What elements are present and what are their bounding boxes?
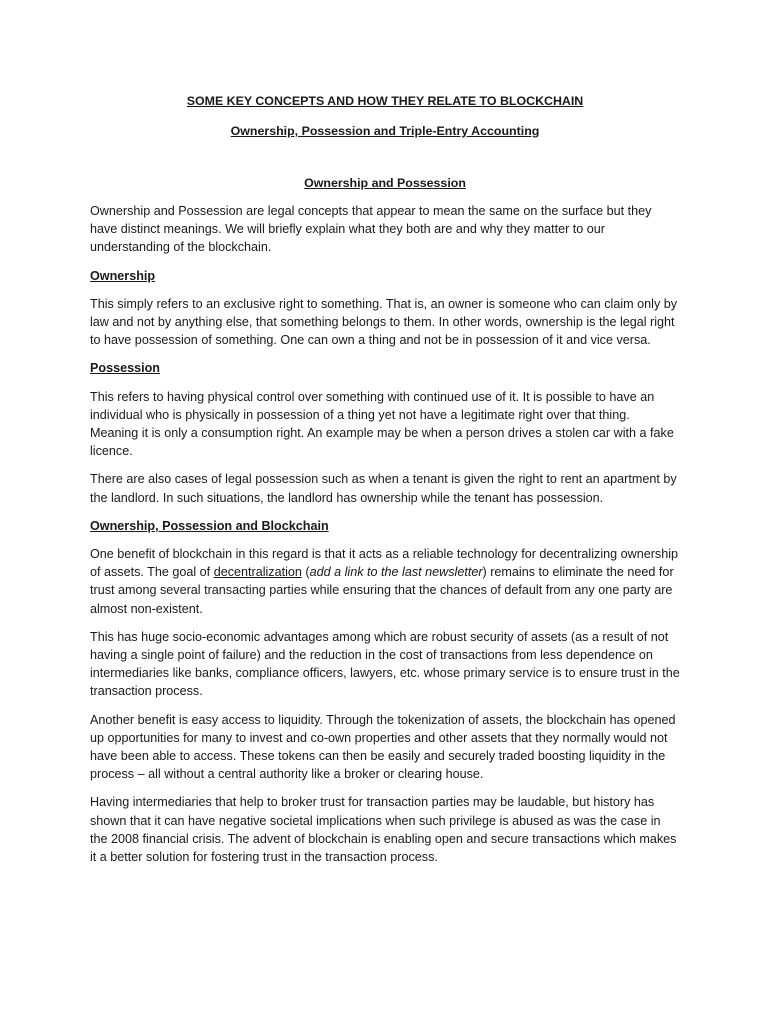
blockchain-paragraph-1-text-b: (: [301, 565, 310, 580]
ownership-heading: Ownership: [90, 268, 156, 283]
document-title: SOME KEY CONCEPTS AND HOW THEY RELATE TO BLOCKCHAIN: [186, 94, 584, 108]
blockchain-heading: Ownership, Possession and Blockchain: [90, 518, 329, 533]
decentralization-link[interactable]: decentralization: [213, 565, 302, 580]
blockchain-paragraph-1-text-c: ) remains to eliminate the need for trust among several transacting parties while ensuring that the chances of default from any one party are almost non-existent.: [90, 565, 674, 616]
blockchain-paragraph-4: Having intermediaries that help to broker trust for transaction parties may be laudable, but history has shown that it can have negative societal implications when such privilege is abused as was the case in the 2008 financial crisis. The advent of blockchain is enabling open and secure transactions which makes it a better solution for fostering trust in the transaction process.: [90, 795, 677, 865]
possession-paragraph-1: This refers to having physical control over something with continued use of it. It is possible to have an individual who is physically in possession of a thing yet not have a legitimate right over that thing. Meaning it is only a consumption right. An example may be when a person drives a stolen car with a fake licence.: [90, 389, 674, 459]
possession-heading: Possession: [90, 361, 160, 376]
document-body: [90, 92, 680, 866]
section-heading: Ownership and Possession: [304, 176, 466, 190]
blockchain-paragraph-1: [90, 545, 680, 618]
blockchain-paragraph-2: This has huge socio-economic advantages among which are robust security of assets (as a result of not having a single point of failure) and the reduction in the cost of transactions from less dependence on intermediaries like banks, compliance officers, lawyers, etc. whose primary service is to ensure trust in the transaction process.: [90, 629, 680, 699]
editor-note: add a link to the last newsletter: [309, 565, 483, 580]
possession-paragraph-2: There are also cases of legal possession such as when a tenant is given the right to rent an apartment by the landlord. In such situations, the landlord has ownership while the tenant has possession.: [90, 472, 677, 505]
blockchain-paragraph-1-text-a: One benefit of blockchain in this regard is that it acts as a reliable technology for decentralizing ownership of assets. The goal of: [90, 547, 679, 580]
blockchain-paragraph-3: Another benefit is easy access to liquidity. Through the tokenization of assets, the blockchain has opened up opportunities for many to invest and co-own properties and other assets that they normally would not have been able to access. These tokens can then be easily and securely traded boosting liquidity in the process – all without a central authority like a broker or clearing house.: [90, 712, 676, 782]
ownership-paragraph: This simply refers to an exclusive right to something. That is, an owner is someone who can claim only by law and not by anything else, that something belongs to them. In other words, ownership is the legal right to have possession of something. One can own a thing and not be in possession of it and vice versa.: [90, 296, 678, 348]
document-subtitle: Ownership, Possession and Triple-Entry Accounting: [230, 124, 540, 138]
intro-paragraph: Ownership and Possession are legal concepts that appear to mean the same on the surface but they have distinct meanings. We will briefly explain what they both are and why they matter to our understanding of the blockchain.: [90, 204, 652, 255]
